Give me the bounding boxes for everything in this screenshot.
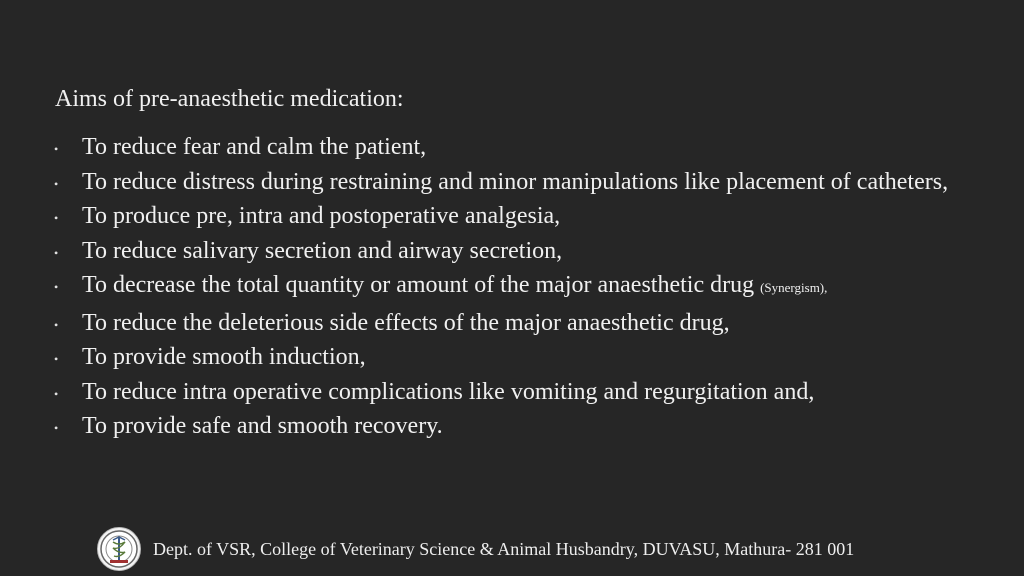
bullet-text: To reduce salivary secretion and airway secretion, bbox=[82, 237, 563, 264]
bullet-dot-icon: • bbox=[54, 176, 59, 191]
bullet-dot-icon: • bbox=[54, 211, 59, 225]
bullet-dot-icon: • bbox=[54, 317, 59, 332]
bullet-text: To decrease the total quantity or amount of the major anaesthetic drug bbox=[82, 272, 761, 298]
bullet-dot-icon: • bbox=[54, 280, 59, 294]
list-item bbox=[50, 130, 990, 165]
bullet-text: To reduce fear and calm the patient, bbox=[82, 134, 427, 160]
bullet-dot-icon: • bbox=[54, 352, 59, 366]
bullet-text: To reduce intra operative complications like vomiting and regurgitation and, bbox=[82, 378, 815, 405]
list-item bbox=[50, 340, 990, 375]
footer-department-text: Dept. of VSR, College of Veterinary Science & Animal Husbandry, DUVASU, Mathura- 281 001 bbox=[153, 538, 855, 559]
list-item bbox=[50, 199, 990, 234]
list-item bbox=[50, 306, 990, 341]
list-item bbox=[50, 375, 990, 410]
synergism-note: (Synergism), bbox=[760, 280, 828, 295]
bullet-text: To reduce the deleterious side effects of the major anaesthetic drug, bbox=[82, 309, 730, 336]
list-item bbox=[50, 409, 990, 444]
list-item bbox=[50, 234, 990, 269]
university-seal-graphic bbox=[99, 529, 139, 569]
bullet-dot-icon: • bbox=[54, 245, 59, 260]
list-item bbox=[50, 165, 990, 200]
bullet-text: To reduce distress during restraining and minor manipulations like placement of catheters, bbox=[82, 168, 949, 195]
bullet-dot-icon: • bbox=[54, 142, 59, 156]
bullet-text: To provide safe and smooth recovery. bbox=[82, 413, 443, 439]
bullet-text: To provide smooth induction, bbox=[82, 344, 366, 370]
list-item bbox=[50, 268, 990, 306]
slide-heading: Aims of pre-anaesthetic medication: bbox=[55, 86, 404, 112]
aims-bullet-list bbox=[50, 130, 990, 444]
footer bbox=[97, 526, 854, 572]
bullet-dot-icon: • bbox=[54, 421, 59, 435]
bullet-dot-icon: • bbox=[54, 386, 59, 401]
bullet-text: To produce pre, intra and postoperative analgesia, bbox=[82, 203, 561, 229]
university-seal-icon bbox=[97, 527, 141, 571]
